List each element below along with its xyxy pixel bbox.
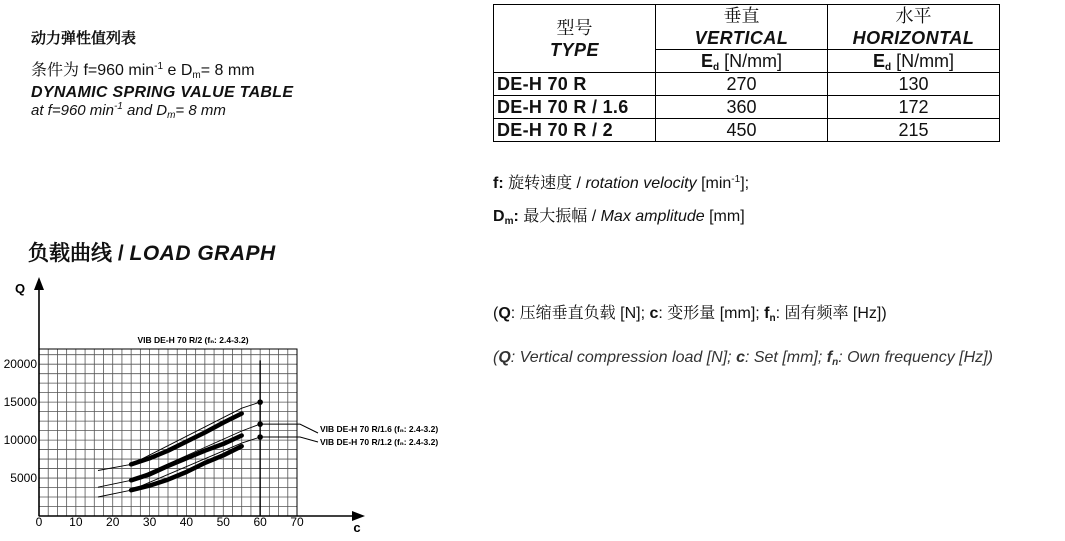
model-cell: DE-H 70 R / 2: [494, 119, 656, 142]
x-tick-label: 50: [216, 515, 230, 529]
model-cell: DE-H 70 R / 1.6: [494, 96, 656, 119]
intro-title-en: DYNAMIC SPRING VALUE TABLE: [31, 84, 294, 101]
table-row: [494, 96, 1000, 119]
vertical-header-cn: 垂直: [723, 6, 760, 26]
note-max-amplitude: $D_m$: 最大振幅 / Max amplitude [mm]: [493, 208, 745, 227]
y-axis-label: Q: [14, 281, 26, 296]
table-row: [494, 73, 1000, 96]
x-tick-label: 10: [69, 515, 83, 529]
type-header-en: TYPE: [549, 39, 599, 60]
x-tick-label: 30: [142, 515, 157, 529]
x-tick-label: 60: [253, 515, 267, 529]
y-tick-label: 5000: [10, 471, 37, 486]
table-row: [494, 119, 1000, 142]
intro-title-cn: 动力弹性值列表: [31, 30, 137, 47]
intro-condition-en: at f=960 $\min^{-1}$ and $D_m= 8$ mm: [31, 101, 226, 121]
series-label: VIB DE-H 70 R/1.2 (fₙ: 2.4-3.2): [320, 437, 439, 447]
horizontal-value: 130: [828, 73, 1000, 96]
graph-title: 负载曲线 / LOAD GRAPH: [28, 242, 276, 265]
horizontal-header: [828, 5, 1000, 50]
horizontal-header-en: HORIZONTAL: [852, 28, 975, 48]
load-graph: [0, 270, 480, 541]
horizontal-value: 215: [828, 119, 1000, 142]
vertical-value: 270: [656, 73, 828, 96]
horizontal-value: 172: [828, 96, 1000, 119]
vertical-unit: $E_d$ [N/mm]: [656, 50, 828, 73]
horizontal-header-cn: 水平: [895, 6, 932, 26]
vertical-value: 360: [656, 96, 828, 119]
note-rotation-velocity: f: 旋转速度 / rotation velocity $[\min^{-1}]$;: [493, 174, 750, 192]
legend-cn: (Q: 压缩垂直负载 [N]; c: 变形量 [mm]; $f_n$: 固有频率 [Hz]): [493, 305, 887, 324]
legend-en: (Q: Vertical compression load [N]; c: Set [mm]; $f_n$: Own frequency [Hz]): [493, 349, 993, 368]
y-tick-label: 20000: [3, 357, 37, 372]
intro-block: [31, 27, 293, 119]
series-label: VIB DE-H 70 R/2 (fₙ: 2.4-3.2): [137, 335, 249, 345]
vertical-header-en: VERTICAL: [694, 28, 789, 48]
series-endpoint: [257, 399, 263, 405]
x-tick-label: 20: [106, 515, 120, 529]
x-tick-label: 70: [290, 515, 304, 529]
type-header-cn: 型号: [556, 17, 593, 38]
x-tick-label: 40: [179, 515, 194, 529]
x-axis-label: c: [353, 520, 361, 535]
model-cell: DE-H 70 R: [494, 73, 656, 96]
series-leader-line: [260, 424, 318, 433]
horizontal-unit: $E_d$ [N/mm]: [828, 50, 1000, 73]
y-tick-label: 15000: [3, 395, 37, 410]
y-axis-arrow: [34, 277, 44, 290]
x-tick-label: 0: [35, 515, 43, 529]
vertical-header: [656, 5, 828, 50]
notes-block: [493, 170, 749, 226]
vertical-value: 450: [656, 119, 828, 142]
spring-value-table: [493, 4, 1000, 142]
series-label: VIB DE-H 70 R/1.6 (fₙ: 2.4-3.2): [320, 424, 439, 434]
intro-condition-cn: 条件为 f=960 $\min^{-1} e$ $D_m= 8$ mm: [31, 61, 255, 81]
series-leader-line: [260, 437, 318, 442]
y-tick-label: 10000: [3, 433, 37, 448]
type-header: [494, 5, 656, 73]
